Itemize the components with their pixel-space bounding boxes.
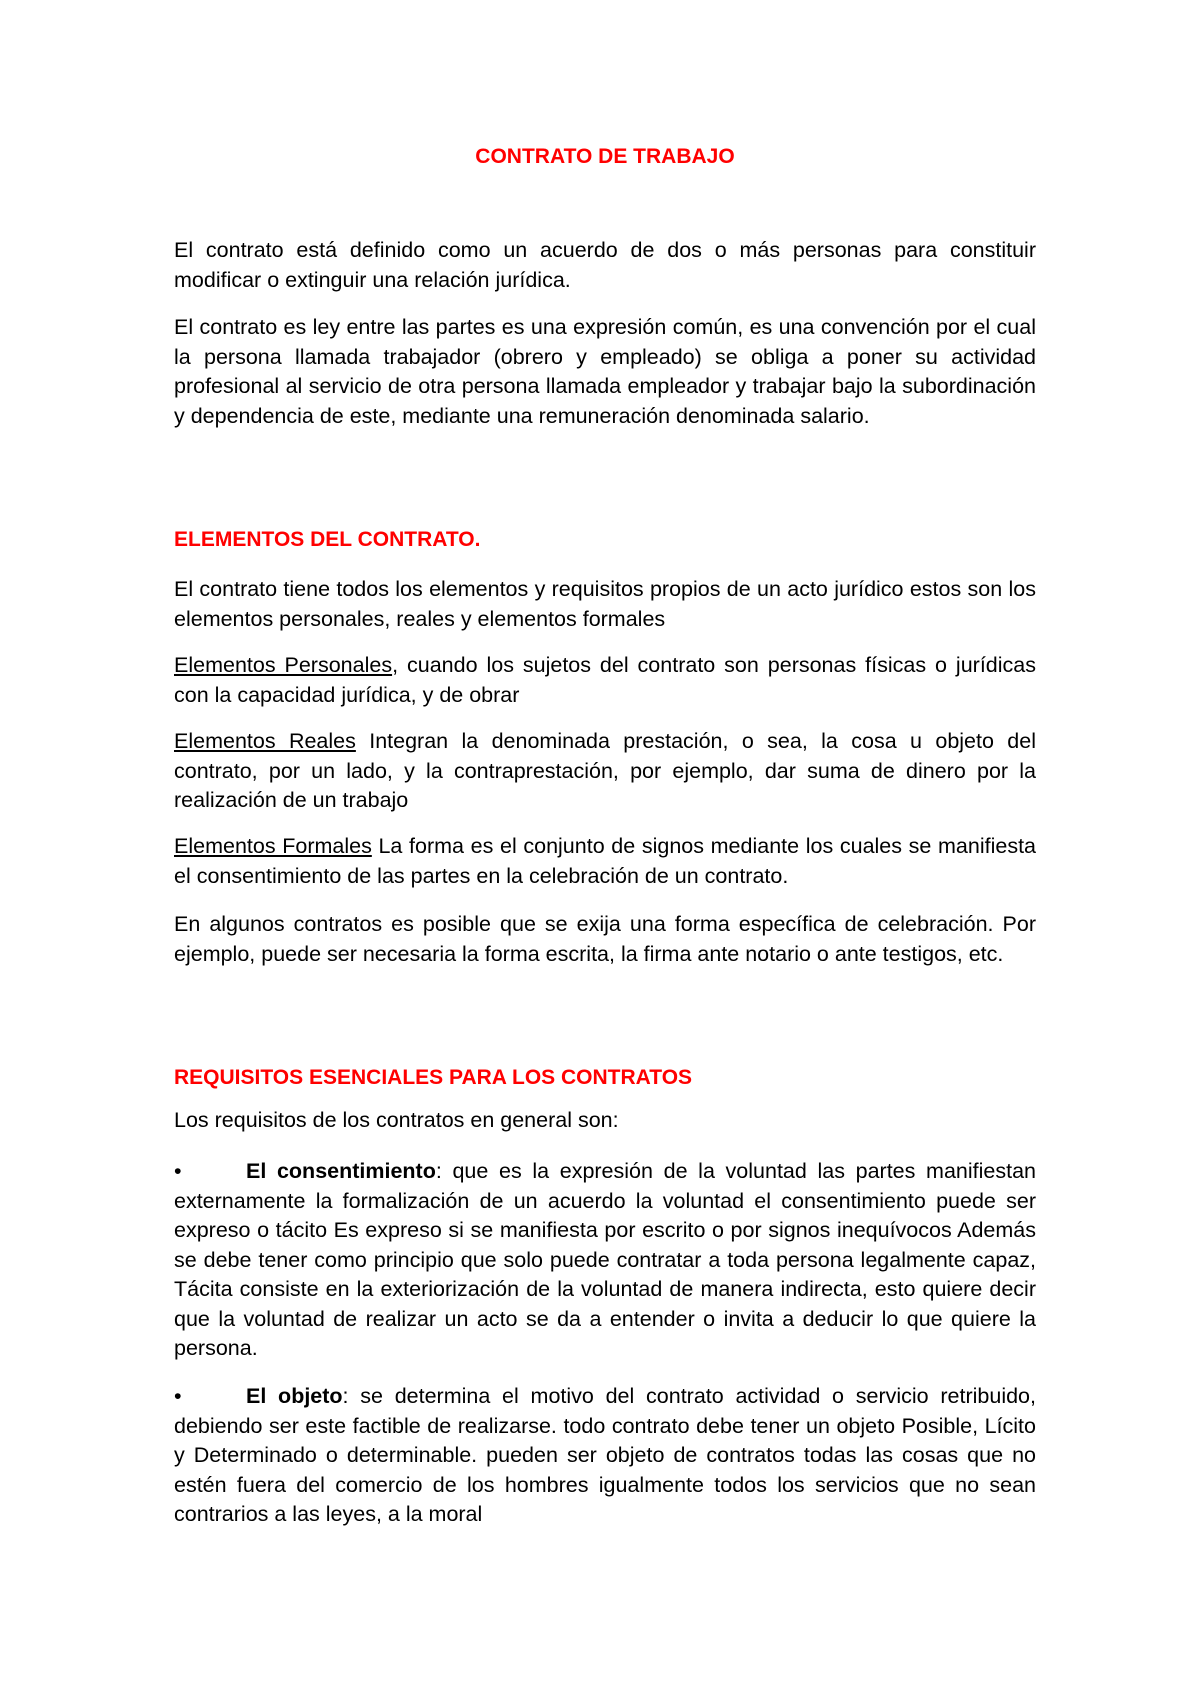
document-title: CONTRATO DE TRABAJO xyxy=(475,145,735,168)
requisito-objeto xyxy=(174,1382,1036,1530)
bullet-icon: • xyxy=(174,1159,182,1183)
elementos-final-paragraph: En algunos contratos es posible que se exija una forma específica de celebración. Por ejemplo, puede ser necesaria la forma escrita, la firma ante notario o ante testigos, etc. xyxy=(174,912,1036,966)
requisitos-intro: Los requisitos de los contratos en general son: xyxy=(174,1108,619,1132)
requisito-consentimiento-label: El consentimiento xyxy=(246,1159,436,1183)
elementos-heading: ELEMENTOS DEL CONTRATO. xyxy=(174,528,481,551)
elementos-reales-text: Integran la denominada prestación, o sea, la cosa u objeto del contrato, por un lado, y la contraprestación, por ejemplo, dar suma de dinero por la realización de un trabajo xyxy=(174,729,1036,812)
requisitos-heading: REQUISITOS ESENCIALES PARA LOS CONTRATOS xyxy=(174,1066,693,1089)
requisito-objeto-text: : se determina el motivo del contrato actividad o servicio retribuido, debiendo ser este factible de realizarse. todo contrato debe tener un objeto Posible, Lícito y Determinado o determinable. pueden ser objeto de contratos todas las cosas que no estén fuera del comercio de los hombres igualmente todos los servicios que no sean contrarios a las leyes, a la moral xyxy=(174,1384,1036,1526)
requisito-consentimiento xyxy=(174,1157,1036,1364)
bullet-icon: • xyxy=(174,1384,182,1408)
elementos-personales-paragraph xyxy=(174,651,1036,710)
elementos-formales-label: Elementos Formales xyxy=(174,834,372,858)
requisito-objeto-label: El objeto xyxy=(246,1384,343,1408)
elementos-personales-text: , cuando los sujetos del contrato son personas físicas o jurídicas con la capacidad jurídica, y de obrar xyxy=(174,653,1036,707)
elementos-paragraph-1: El contrato tiene todos los elementos y requisitos propios de un acto jurídico estos son los elementos personales, reales y elementos formales xyxy=(174,577,1036,631)
requisito-consentimiento-text: : que es la expresión de la voluntad las partes manifiestan externamente la formalización de un acuerdo la voluntad el consentimiento puede ser expreso o tácito Es expreso si se manifiesta por escrito o por signos inequívocos Además se debe tener como principio que solo puede contratar a toda persona legalmente capaz, Tácita consiste en la exteriorización de la voluntad de manera indirecta, esto quiere decir que la voluntad de realizar un acto se da a entender o invita a deducir lo que quiere la persona. xyxy=(174,1159,1036,1360)
intro-paragraph-2: El contrato es ley entre las partes es una expresión común, es una convención por el cual la persona llamada trabajador (obrero y empleado) se obliga a poner su actividad profesional al servicio de otra persona llamada empleador y trabajar bajo la subordinación y dependencia de este, mediante una remuneración denominada salario. xyxy=(174,315,1036,428)
elementos-formales-paragraph xyxy=(174,832,1036,891)
elementos-personales-label: Elementos Personales xyxy=(174,653,393,677)
elementos-formales-text: La forma es el conjunto de signos mediante los cuales se manifiesta el consentimiento de las partes en la celebración de un contrato. xyxy=(174,834,1036,888)
intro-paragraph-1: El contrato está definido como un acuerdo de dos o más personas para constituir modificar o extinguir una relación jurídica. xyxy=(174,238,1036,292)
elementos-reales-label: Elementos Reales xyxy=(174,729,356,753)
elementos-reales-paragraph xyxy=(174,727,1036,816)
